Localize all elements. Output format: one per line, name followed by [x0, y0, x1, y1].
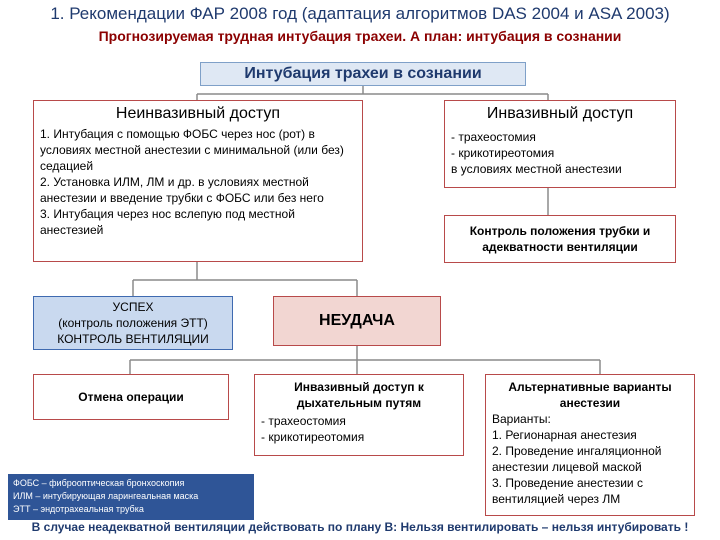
page-title: 1. Рекомендации ФАР 2008 год (адаптация алгоритмов DAS 2004 и ASA 2003) — [50, 4, 670, 23]
invasive-item-2: - крикотиреотомия — [451, 146, 555, 160]
noninvasive-item-3: 3. Интубация через нос вслепую под местной анестезией — [40, 207, 295, 237]
invasive-item-3: в условиях местной анестезии — [451, 162, 622, 176]
invasive-box — [444, 100, 676, 188]
alternatives-item-2: 2. Проведение ингаляционной анестезии лицевой маской — [492, 444, 662, 474]
success-line3: КОНТРОЛЬ ВЕНТИЛЯЦИИ — [57, 332, 209, 346]
control-text: Контроль положения трубки и адекватности вентиляции — [469, 224, 651, 254]
alternatives-item-3: 3. Проведение анестезии с вентиляцией через ЛМ — [492, 476, 643, 506]
success-box — [33, 296, 233, 350]
footer-note: В случае неадекватной вентиляции действовать по плану В: Нельзя вентилировать – нельзя интубировать ! — [31, 520, 689, 534]
invasive-title: Инвазивный доступ — [486, 105, 634, 122]
alternatives-title: Альтернативные варианты анестезии — [508, 380, 672, 410]
cancel-text: Отмена операции — [78, 390, 184, 404]
noninvasive-box — [33, 100, 363, 262]
abbreviation-ett: ЭТТ – эндотрахеальная трубка — [13, 504, 144, 514]
cancel-box — [33, 374, 229, 420]
success-line2: (контроль положения ЭТТ) — [58, 316, 208, 330]
alternatives-variants-label: Варианты: — [492, 412, 551, 426]
alternatives-box — [485, 374, 695, 516]
awake-intubation-box: Интубация трахеи в сознании — [200, 62, 526, 86]
abbreviations-legend — [8, 474, 254, 520]
abbreviation-ilm: ИЛМ – интубирующая ларингеальная маска — [13, 491, 199, 501]
page-subtitle: Прогнозируемая трудная интубация трахеи. А план: интубация в сознании — [98, 28, 622, 44]
failure-text: НЕУДАЧА — [319, 312, 395, 329]
control-box — [444, 215, 676, 263]
noninvasive-item-1: 1. Интубация с помощью ФОБС через нос (рот) в условиях местной анестезии с минимальной (или без) седацией — [40, 127, 344, 173]
airway-access-item-1: - трахеостомия — [261, 414, 346, 428]
airway-access-item-2: - крикотиреотомия — [261, 430, 365, 444]
failure-box — [273, 296, 441, 346]
abbreviation-fobs: ФОБС – фиброоптическая бронхоскопия — [13, 478, 185, 488]
airway-access-title: Инвазивный доступ к дыхательным путям — [294, 380, 424, 410]
noninvasive-title: Неинвазивный доступ — [115, 105, 281, 122]
success-line1: УСПЕХ — [112, 300, 154, 314]
airway-access-box — [254, 374, 464, 456]
noninvasive-item-2: 2. Установка ИЛМ, ЛМ и др. в условиях местной анестезии и введение трубки с ФОБС или без него — [40, 175, 324, 205]
invasive-item-1: - трахеостомия — [451, 130, 536, 144]
alternatives-item-1: 1. Регионарная анестезия — [492, 428, 637, 442]
